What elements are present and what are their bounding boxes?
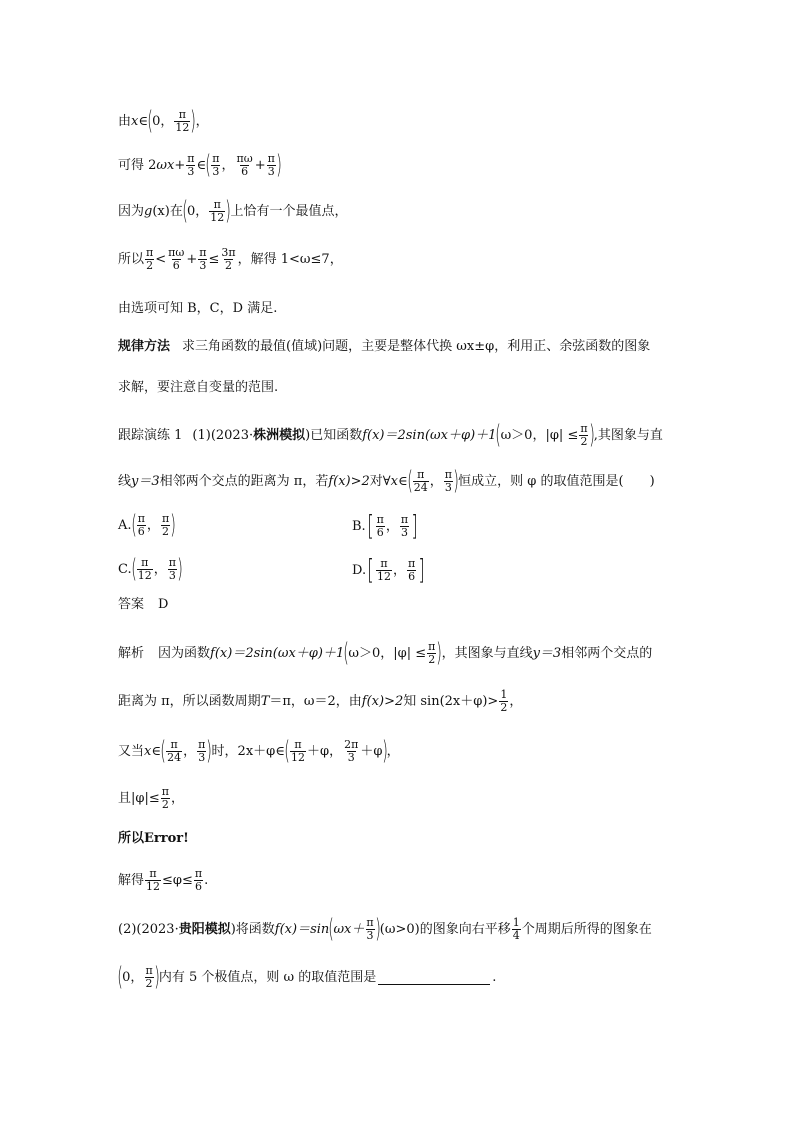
left-paren: ( xyxy=(343,638,350,668)
numerator: π xyxy=(178,107,187,121)
right-paren: ) xyxy=(153,962,160,992)
text: ＋φ， xyxy=(307,743,343,759)
fraction xyxy=(376,558,392,582)
text: (2)(2023· xyxy=(118,921,179,937)
left-bracket: [ xyxy=(367,553,374,586)
var-wx: ωx xyxy=(156,157,175,173)
fraction xyxy=(137,513,146,537)
numerator: π xyxy=(199,246,207,259)
denominator: 6 xyxy=(408,569,416,583)
text: 距离为 π，所以函数周期 xyxy=(118,693,261,709)
numerator: 3π xyxy=(221,246,236,259)
solution-line-conclusion xyxy=(118,302,277,315)
fraction xyxy=(365,917,374,941)
text: ω＞0，|φ| ≤ xyxy=(500,427,579,443)
numerator: π xyxy=(380,556,388,570)
text: ， xyxy=(385,518,399,534)
numerator: π xyxy=(213,197,221,211)
numerator: π xyxy=(267,151,275,165)
symbol-lt: < xyxy=(155,251,167,267)
denominator: 3 xyxy=(347,750,355,764)
text: ≤φ≤ xyxy=(162,872,193,888)
answer-label: 答案 xyxy=(118,597,145,612)
option-label: A. xyxy=(118,517,132,533)
method-note-line-2 xyxy=(118,381,278,394)
analysis-label: 解析 xyxy=(118,645,145,661)
denominator: 12 xyxy=(210,210,225,224)
solution-line-range xyxy=(118,152,281,178)
denominator: 12 xyxy=(146,879,161,893)
fraction xyxy=(579,423,588,447)
left-paren: ( xyxy=(406,466,413,496)
fraction xyxy=(186,153,195,177)
question-2-line-2 xyxy=(118,964,496,990)
text: 知 sin(2x＋φ)> xyxy=(403,693,499,709)
denominator: 6 xyxy=(172,258,180,272)
text: 对∀ xyxy=(369,473,391,489)
text: ， xyxy=(386,743,400,759)
fraction xyxy=(145,868,161,892)
denominator: 3 xyxy=(198,750,206,764)
fraction xyxy=(343,739,359,763)
fraction xyxy=(444,469,453,493)
function-expr: f(x)＝2sin(ωx＋φ)＋1 xyxy=(362,427,497,443)
numerator: π xyxy=(161,511,170,525)
text: 在 xyxy=(169,203,183,219)
numerator: πω xyxy=(168,246,185,259)
numerator: π xyxy=(417,467,425,481)
line-expr: y＝3 xyxy=(532,645,562,661)
text: 由 xyxy=(118,113,132,129)
text: 相邻两个交点的距离为 π，若 xyxy=(159,473,329,489)
right-paren: ) xyxy=(381,736,388,766)
text: (ω>0) xyxy=(379,921,420,937)
right-paren: ) xyxy=(206,736,213,766)
line-expr: y＝3 xyxy=(131,473,160,489)
text: 所以 xyxy=(118,831,145,846)
fraction xyxy=(174,109,190,133)
left-paren: ( xyxy=(130,554,137,584)
fraction xyxy=(236,153,254,177)
fraction xyxy=(197,739,206,763)
right-paren: ) xyxy=(436,638,443,668)
fraction xyxy=(413,469,429,493)
fraction xyxy=(144,965,153,989)
fraction xyxy=(290,739,306,763)
solution-line-domain xyxy=(118,108,209,134)
source-name: 株洲模拟 xyxy=(253,427,306,443)
text: 相邻两个交点的 xyxy=(561,645,653,661)
var-x: x xyxy=(131,113,139,129)
text: 由选项可知 B，C，D 满足. xyxy=(118,301,278,316)
numerator: π xyxy=(170,737,178,751)
numerator: π xyxy=(444,467,453,481)
numerator: π xyxy=(168,555,177,569)
numerator: 2π xyxy=(344,737,359,751)
denominator: 2 xyxy=(146,258,154,272)
text: ， xyxy=(153,561,167,577)
denominator: 2 xyxy=(225,258,233,272)
text: 线 xyxy=(118,473,132,489)
right-paren: ) xyxy=(453,466,459,496)
right-paren: ) xyxy=(177,554,183,584)
text: ，其图象与直线 xyxy=(441,645,533,661)
text: 内有 5 个极值点，则 ω 的取值范围是 xyxy=(158,969,377,985)
fraction xyxy=(168,557,177,581)
text: 0， xyxy=(152,113,174,129)
fraction xyxy=(209,199,225,223)
numerator: π xyxy=(376,512,384,526)
fraction xyxy=(499,689,508,713)
denominator: 2 xyxy=(580,434,588,448)
right-paren: ) xyxy=(225,196,232,226)
text: ＝π，ω＝2，由 xyxy=(269,693,362,709)
option-label: B. xyxy=(352,518,366,534)
fraction xyxy=(166,739,182,763)
denominator: 2 xyxy=(428,652,436,666)
symbol-in: ∈ xyxy=(397,473,408,489)
text: 求解，要注意自变量的范围. xyxy=(118,380,279,395)
text: 所以 xyxy=(118,251,145,267)
fraction xyxy=(161,786,170,810)
answer-value: D xyxy=(158,597,169,612)
text: ,其图象与直 xyxy=(593,427,663,443)
analysis-line-5 xyxy=(118,832,189,845)
numerator: 1 xyxy=(500,688,508,701)
right-paren: ) xyxy=(170,510,177,540)
symbol-plus: + xyxy=(174,157,186,173)
right-bracket: ] xyxy=(411,509,418,542)
right-paren: ) xyxy=(276,150,282,180)
symbol-in: ∈ xyxy=(196,157,207,173)
numerator: π xyxy=(408,556,416,570)
fraction xyxy=(194,868,203,892)
answer-line xyxy=(118,598,168,611)
text: ， xyxy=(171,790,185,806)
option-c[interactable] xyxy=(118,556,182,582)
option-label: C. xyxy=(118,561,132,577)
text: 又当 xyxy=(118,743,145,759)
numerator: 1 xyxy=(512,915,520,929)
fraction xyxy=(220,247,236,271)
fraction xyxy=(211,153,220,177)
text: ， xyxy=(221,157,235,173)
denominator: 12 xyxy=(137,568,152,582)
right-paren: ) xyxy=(190,106,197,136)
numerator: π xyxy=(366,915,374,929)
denominator: 3 xyxy=(212,164,220,178)
error-text: Error! xyxy=(144,831,189,846)
solution-line-inequality xyxy=(118,247,343,271)
right-paren: ) xyxy=(374,914,381,944)
left-paren: ( xyxy=(160,736,166,766)
denominator: 2 xyxy=(161,797,169,811)
left-paren: ( xyxy=(328,914,335,944)
text: 0， xyxy=(187,203,209,219)
answer-blank[interactable] xyxy=(378,970,490,985)
solution-line-extreme xyxy=(118,198,347,224)
var-T: T xyxy=(260,693,270,709)
text: 因为函数 xyxy=(158,645,211,661)
denominator: 2 xyxy=(145,976,153,990)
denominator: 24 xyxy=(167,750,182,764)
text: ， xyxy=(429,473,443,489)
right-bracket: ] xyxy=(418,553,426,586)
fraction xyxy=(267,153,276,177)
left-paren: ( xyxy=(117,962,123,992)
numerator: π xyxy=(198,737,206,751)
analysis-line-2 xyxy=(118,689,522,713)
denominator: 6 xyxy=(376,525,384,539)
analysis-line-4 xyxy=(118,786,184,810)
text: . xyxy=(204,872,209,888)
denominator: 3 xyxy=(267,164,275,178)
text: 且|φ|≤ xyxy=(118,790,160,806)
text: 个周期后所得的图象在 xyxy=(521,921,652,937)
fraction xyxy=(198,247,207,271)
numerator: π xyxy=(428,639,436,653)
analysis-line-3 xyxy=(118,738,400,764)
fraction xyxy=(167,247,185,271)
denominator: 2 xyxy=(162,524,170,538)
denominator: 24 xyxy=(413,480,428,494)
numerator: π xyxy=(145,963,153,977)
fraction xyxy=(161,513,170,537)
text: 恒成立，则 φ 的取值范围是( ) xyxy=(458,473,655,489)
denominator: 6 xyxy=(137,524,145,538)
text: ， xyxy=(183,743,197,759)
numerator: π xyxy=(149,867,157,880)
analysis-line-6 xyxy=(118,868,208,892)
text: 上恰有一个最值点， xyxy=(230,203,348,219)
analysis-line-1 xyxy=(118,640,652,666)
left-paren: ( xyxy=(495,420,502,450)
text: 可得 2 xyxy=(118,157,157,173)
numerator: π xyxy=(212,151,220,165)
fraction xyxy=(137,557,153,581)
text: 时，2x＋φ∈ xyxy=(211,743,285,759)
denominator: 12 xyxy=(175,120,190,134)
symbol-plus: + xyxy=(254,157,266,173)
left-paren: ( xyxy=(182,196,188,226)
denominator: 6 xyxy=(195,879,203,893)
denominator: 3 xyxy=(400,525,408,539)
left-paren: ( xyxy=(205,150,211,180)
text: 求三角函数的最值(值域)问题，主要是整体代换 ωx±φ，利用正、余弦函数的图象 xyxy=(182,339,651,354)
text: 解得 xyxy=(118,872,145,888)
symbol-le: ≤ xyxy=(208,251,220,267)
var-x: x xyxy=(144,743,152,759)
left-paren: ( xyxy=(130,510,137,540)
numerator: π xyxy=(137,511,145,525)
text: 0， xyxy=(122,969,144,985)
denominator: 4 xyxy=(512,928,520,942)
exercise-line-2 xyxy=(118,468,655,494)
method-heading: 规律方法 xyxy=(118,339,171,354)
denominator: 3 xyxy=(187,164,195,178)
text: ， xyxy=(393,562,407,578)
denominator: 3 xyxy=(366,928,374,942)
fraction xyxy=(427,641,436,665)
text: )已知函数 xyxy=(305,427,363,443)
numerator: π xyxy=(141,555,149,569)
symbol-plus: + xyxy=(186,251,198,267)
text: ，解得 1<ω≤7， xyxy=(237,251,343,267)
left-bracket: [ xyxy=(366,509,374,542)
question-2-line-1 xyxy=(118,916,652,942)
function-expr: f(x)＝2sin(ωx＋φ)＋1 xyxy=(210,645,345,661)
numerator: π xyxy=(194,867,203,880)
left-paren: ( xyxy=(147,106,153,136)
denominator: 12 xyxy=(377,569,392,583)
fraction xyxy=(407,558,416,582)
fraction xyxy=(400,514,409,538)
method-note-line-1 xyxy=(118,340,650,353)
option-a[interactable] xyxy=(118,512,175,538)
denominator: 3 xyxy=(444,480,452,494)
numerator: π xyxy=(161,785,169,798)
symbol-in: ∈ xyxy=(138,113,148,129)
numerator: π xyxy=(146,246,154,259)
numerator: π xyxy=(187,151,195,165)
fraction xyxy=(512,917,521,941)
function-expr: f(x)＝sin xyxy=(274,921,330,937)
denominator: 3 xyxy=(168,568,176,582)
denominator: 2 xyxy=(500,700,508,714)
text: ＋φ xyxy=(360,743,383,759)
text: . xyxy=(492,969,497,985)
denominator: 12 xyxy=(291,750,306,764)
exercise-line-1 xyxy=(118,422,663,448)
numerator: π xyxy=(580,421,588,435)
option-b[interactable] xyxy=(352,509,419,542)
text: 因为 xyxy=(118,203,145,219)
fraction xyxy=(145,247,154,271)
source-name: 贵阳模拟 xyxy=(178,921,231,937)
text: (1)(2023· xyxy=(192,427,254,443)
var-g: g xyxy=(144,203,153,219)
text: ， xyxy=(195,113,209,129)
text: (x) xyxy=(152,203,170,219)
left-paren: ( xyxy=(284,736,290,766)
condition-expr: f(x)>2 xyxy=(361,693,404,709)
condition-expr: f(x)>2 xyxy=(328,473,370,489)
numerator: π xyxy=(294,737,302,751)
denominator: 3 xyxy=(199,258,207,272)
text: ， xyxy=(509,693,523,709)
option-d[interactable] xyxy=(352,553,426,586)
symbol-in: ∈ xyxy=(151,743,161,759)
text: )将函数 xyxy=(230,921,275,937)
text: ω＞0，|φ| ≤ xyxy=(348,645,427,661)
denominator: 6 xyxy=(241,164,249,178)
text: ， xyxy=(146,517,160,533)
option-label: D. xyxy=(352,562,367,578)
right-paren: ) xyxy=(588,420,595,450)
var-x: x xyxy=(390,473,398,489)
fraction xyxy=(376,514,385,538)
text: 的图象向右平移 xyxy=(419,921,511,937)
numerator: πω xyxy=(236,151,253,165)
text: ωx＋ xyxy=(333,921,365,937)
numerator: π xyxy=(400,512,409,526)
exercise-heading: 跟踪演练 1 xyxy=(118,427,183,443)
